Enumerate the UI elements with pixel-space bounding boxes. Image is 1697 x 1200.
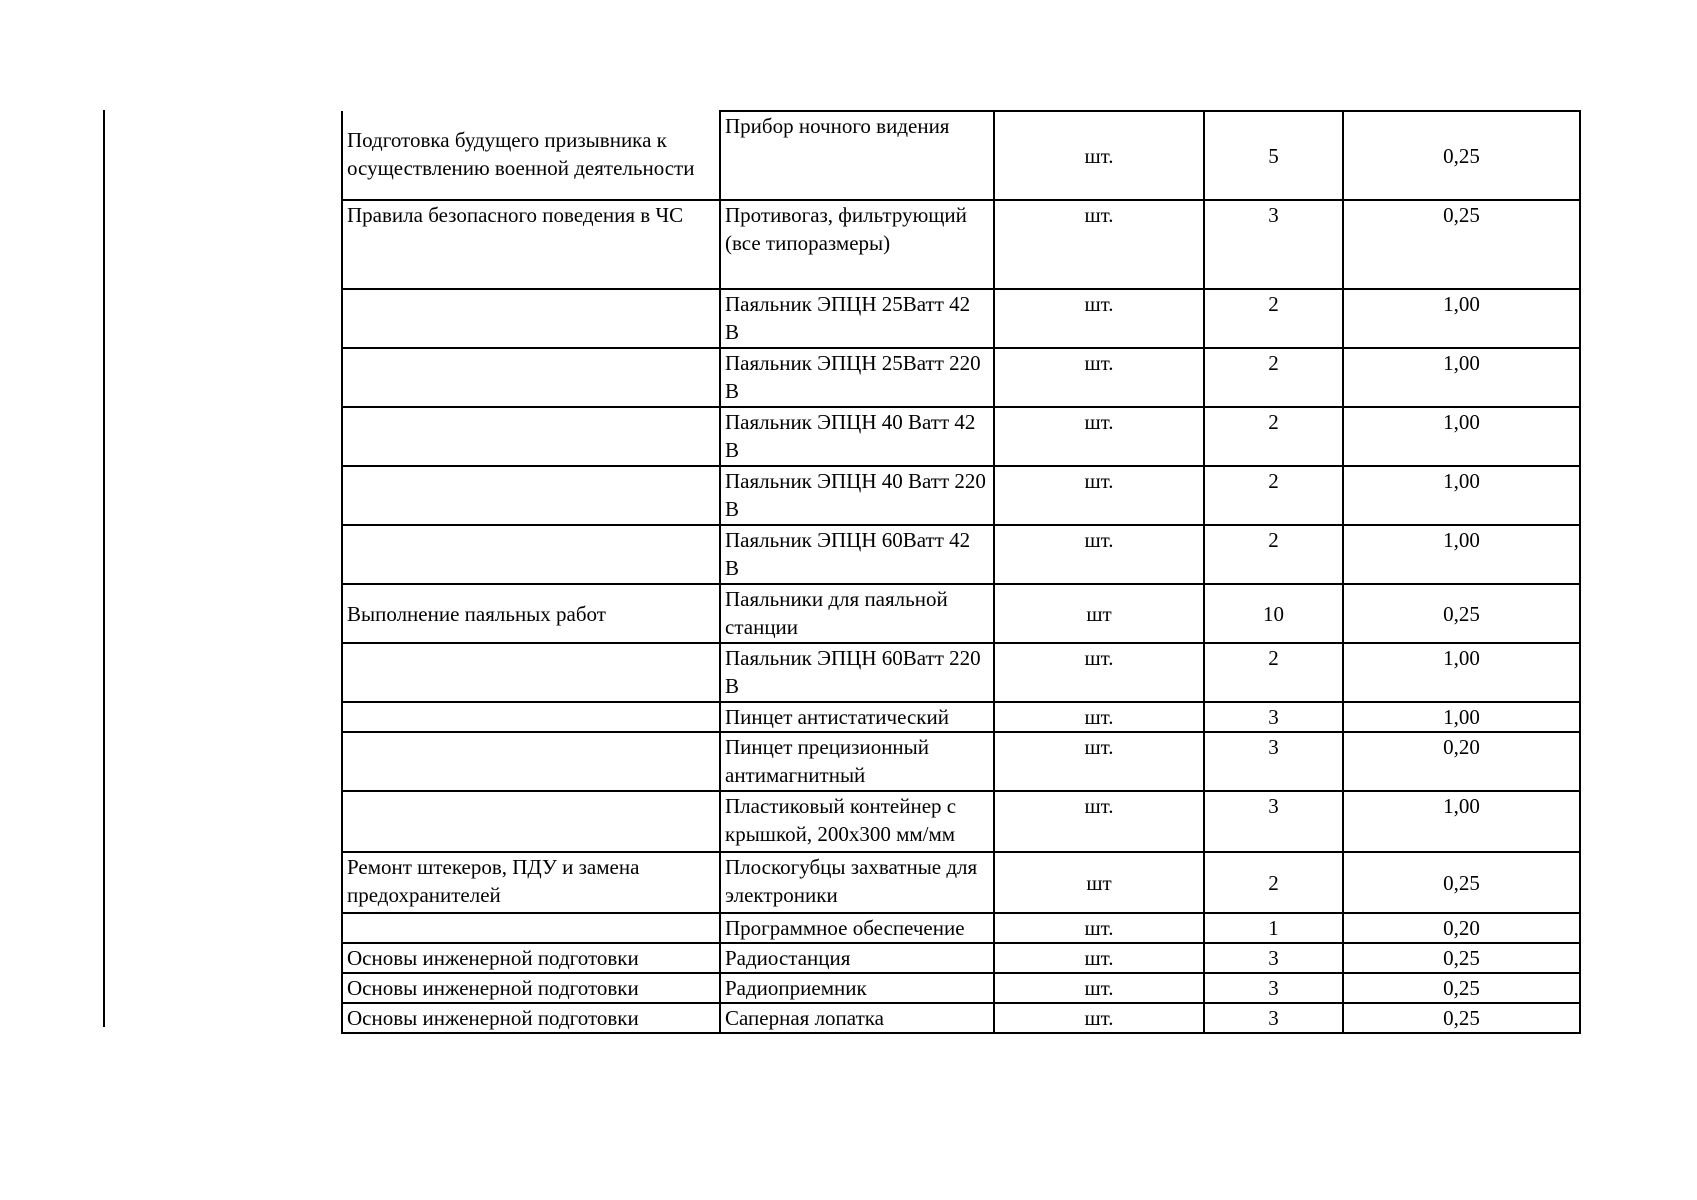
topic-cell <box>342 643 720 702</box>
coefficient-cell: 0,25 <box>1343 584 1580 643</box>
item-name-cell: Прибор ночного видения <box>720 111 994 200</box>
table-row <box>342 943 1580 973</box>
table-row <box>342 973 1580 1003</box>
coefficient-cell: 1,00 <box>1343 525 1580 584</box>
quantity-cell: 2 <box>1204 525 1343 584</box>
unit-cell: шт. <box>994 525 1204 584</box>
coefficient-cell: 1,00 <box>1343 348 1580 407</box>
unit-cell: шт. <box>994 348 1204 407</box>
item-name-cell: Радиоприемник <box>720 973 994 1003</box>
topic-cell: Основы инженерной подготовки <box>342 943 720 973</box>
table-row <box>342 407 1580 466</box>
coefficient-cell: 0,25 <box>1343 852 1580 913</box>
coefficient-cell: 0,25 <box>1343 111 1580 200</box>
coefficient-cell: 0,25 <box>1343 200 1580 289</box>
table-row <box>342 702 1580 732</box>
unit-cell: шт. <box>994 466 1204 525</box>
quantity-cell: 2 <box>1204 466 1343 525</box>
table-row <box>342 289 1580 348</box>
coefficient-cell: 1,00 <box>1343 702 1580 732</box>
coefficient-cell: 0,20 <box>1343 913 1580 943</box>
quantity-cell: 3 <box>1204 702 1343 732</box>
quantity-cell: 3 <box>1204 973 1343 1003</box>
quantity-cell: 5 <box>1204 111 1343 200</box>
quantity-cell: 3 <box>1204 732 1343 791</box>
topic-cell: Выполнение паяльных работ <box>342 584 720 643</box>
table-row <box>342 525 1580 584</box>
page-left-rule <box>103 110 105 1027</box>
equipment-table <box>341 110 1581 1034</box>
unit-cell: шт. <box>994 973 1204 1003</box>
quantity-cell: 3 <box>1204 943 1343 973</box>
topic-cell: Ремонт штекеров, ПДУ и замена предохранителей <box>342 852 720 913</box>
item-name-cell: Противогаз, фильтрующий (все типоразмеры) <box>720 200 994 289</box>
quantity-cell: 2 <box>1204 852 1343 913</box>
topic-cell <box>342 913 720 943</box>
quantity-cell: 3 <box>1204 200 1343 289</box>
coefficient-cell: 1,00 <box>1343 466 1580 525</box>
item-name-cell: Паяльник ЭПЦН 40 Ватт 42 В <box>720 407 994 466</box>
unit-cell: шт <box>994 852 1204 913</box>
topic-cell <box>342 466 720 525</box>
table-row <box>342 913 1580 943</box>
item-name-cell: Плоскогубцы захватные для электроники <box>720 852 994 913</box>
table-row <box>342 852 1580 913</box>
table-row <box>342 1003 1580 1033</box>
quantity-cell: 1 <box>1204 913 1343 943</box>
quantity-cell: 2 <box>1204 643 1343 702</box>
item-name-cell: Паяльник ЭПЦН 60Ватт 42 В <box>720 525 994 584</box>
coefficient-cell: 0,25 <box>1343 943 1580 973</box>
item-name-cell: Паяльник ЭПЦН 25Ватт 220 В <box>720 348 994 407</box>
topic-cell: Подготовка будущего призывника к осуществлению военной деятельности <box>342 111 720 200</box>
quantity-cell: 2 <box>1204 289 1343 348</box>
unit-cell: шт. <box>994 200 1204 289</box>
unit-cell: шт. <box>994 732 1204 791</box>
item-name-cell: Паяльник ЭПЦН 40 Ватт 220 В <box>720 466 994 525</box>
topic-cell <box>342 289 720 348</box>
topic-cell <box>342 732 720 791</box>
coefficient-cell: 0,25 <box>1343 1003 1580 1033</box>
item-name-cell: Радиостанция <box>720 943 994 973</box>
coefficient-cell: 0,20 <box>1343 732 1580 791</box>
item-name-cell: Пинцет прецизионный антимагнитный <box>720 732 994 791</box>
item-name-cell: Пластиковый контейнер с крышкой, 200х300 мм/мм <box>720 791 994 852</box>
quantity-cell: 2 <box>1204 348 1343 407</box>
table-row <box>342 732 1580 791</box>
item-name-cell: Паяльники для паяльной станции <box>720 584 994 643</box>
table-row <box>342 791 1580 852</box>
coefficient-cell: 1,00 <box>1343 289 1580 348</box>
table-row <box>342 643 1580 702</box>
item-name-cell: Саперная лопатка <box>720 1003 994 1033</box>
unit-cell: шт. <box>994 407 1204 466</box>
topic-cell <box>342 348 720 407</box>
unit-cell: шт. <box>994 111 1204 200</box>
table-row <box>342 200 1580 289</box>
coefficient-cell: 1,00 <box>1343 407 1580 466</box>
unit-cell: шт. <box>994 1003 1204 1033</box>
coefficient-cell: 1,00 <box>1343 643 1580 702</box>
item-name-cell: Паяльник ЭПЦН 60Ватт 220 В <box>720 643 994 702</box>
quantity-cell: 3 <box>1204 791 1343 852</box>
topic-cell <box>342 407 720 466</box>
unit-cell: шт. <box>994 289 1204 348</box>
coefficient-cell: 0,25 <box>1343 973 1580 1003</box>
topic-cell: Правила безопасного поведения в ЧС <box>342 200 720 289</box>
item-name-cell: Программное обеспечение <box>720 913 994 943</box>
coefficient-cell: 1,00 <box>1343 791 1580 852</box>
unit-cell: шт <box>994 584 1204 643</box>
table-row <box>342 466 1580 525</box>
unit-cell: шт. <box>994 913 1204 943</box>
table-row <box>342 111 1580 200</box>
quantity-cell: 10 <box>1204 584 1343 643</box>
topic-cell <box>342 791 720 852</box>
table-row <box>342 348 1580 407</box>
item-name-cell: Паяльник ЭПЦН 25Ватт 42 В <box>720 289 994 348</box>
quantity-cell: 3 <box>1204 1003 1343 1033</box>
topic-cell <box>342 525 720 584</box>
topic-cell <box>342 702 720 732</box>
quantity-cell: 2 <box>1204 407 1343 466</box>
unit-cell: шт. <box>994 702 1204 732</box>
unit-cell: шт. <box>994 643 1204 702</box>
topic-cell: Основы инженерной подготовки <box>342 973 720 1003</box>
topic-cell: Основы инженерной подготовки <box>342 1003 720 1033</box>
unit-cell: шт. <box>994 943 1204 973</box>
item-name-cell: Пинцет антистатический <box>720 702 994 732</box>
table-row <box>342 584 1580 643</box>
unit-cell: шт. <box>994 791 1204 852</box>
